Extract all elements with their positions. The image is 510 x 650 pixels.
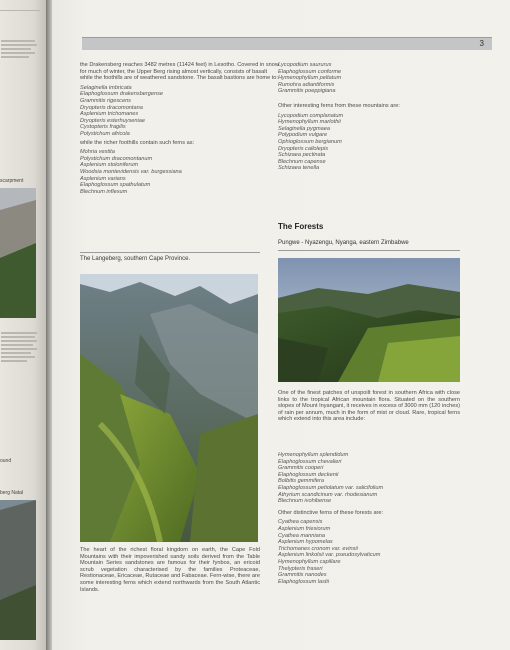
species-item: Cystopteris fragilis bbox=[80, 124, 126, 131]
species-item: Asplenium trichomanes bbox=[80, 111, 139, 118]
species-item: Lycopodium complanatum bbox=[278, 112, 344, 119]
forest-paragraph: One of the finest patches of unspoilt forest in southern Africa with close links to the tropical African mountain flora. Situated on the southern slopes of Mount Inyangani, it receives in excess of 3000 mm (120 inches) of rain per annum, much in the form of mist or cloud. Rare, tropical ferns which extend into this area include: bbox=[278, 390, 460, 423]
species-item: Selaginella pygmaea bbox=[278, 125, 330, 132]
section-subtitle: Pungwe - Nyazengu, Nyanga, eastern Zimbabwe bbox=[278, 240, 409, 246]
page-header-band bbox=[82, 37, 492, 50]
species-item: Blechnum ivohibense bbox=[278, 498, 332, 505]
langeberg-caption: The Langeberg, southern Cape Province. bbox=[80, 256, 191, 262]
intro-paragraph: the Drakensberg reaches 3482 metres (11424 feet) in Lesotho. Covered in snow for much of winter, the Upper Berg rising almost vertically, consists of basalt while the foothills are of weathered sandstone. The basalt bastions are home to: bbox=[80, 62, 279, 82]
species-list-basalt bbox=[80, 85, 280, 138]
species-item: Asplenium varians bbox=[80, 175, 126, 182]
species-item: Rumohra adiantiformis bbox=[278, 81, 335, 88]
species-item: Elaphoglossum chevalieri bbox=[278, 458, 342, 465]
fynbos-paragraph: The heart of the richest floral kingdom on earth, the Cape Fold Mountains with their impoverished sandy soils derived from the Table Mountain Series sandstones are famous for their fynbos, an ericoid scrub vegetation characterised by the families Proteaceae, Restionaceae, Ericaceae, Rutaceae and Fabaceae. Fern-wise, there are some interesting ferns which extend northwards from the South Atlantic Islands. bbox=[80, 547, 260, 593]
left-page-photo-top bbox=[0, 188, 36, 318]
species-item: Blechnum capense bbox=[278, 158, 326, 165]
species-list-distinctive bbox=[278, 519, 468, 585]
left-page-label-b: ound bbox=[0, 458, 12, 464]
left-page-text-block bbox=[1, 38, 41, 60]
species-item: Dryopteris callolepis bbox=[278, 145, 329, 152]
species-item: Grammitis nanodes bbox=[278, 572, 327, 579]
left-page-label-c: berg Natal bbox=[0, 490, 24, 496]
forest-species-block bbox=[278, 452, 468, 585]
caption-rule bbox=[80, 252, 260, 253]
book-page bbox=[52, 0, 510, 650]
species-item: Hymenophyllum splendidum bbox=[278, 452, 349, 458]
species-item: Hymenophyllum capillare bbox=[278, 558, 341, 565]
species-item: Elaphoglossum petiolatum var. salicifolium bbox=[278, 484, 384, 491]
species-item: Polystichum dracomontanum bbox=[80, 155, 153, 162]
species-item: Trichomanes cronom var. evinsii bbox=[278, 545, 358, 552]
species-item: Grammitis cooperi bbox=[278, 465, 324, 472]
species-item: Hymenophyllum marlothii bbox=[278, 119, 341, 126]
species-item: Mohria vestita bbox=[80, 149, 115, 156]
species-item: Cyathea manniana bbox=[278, 532, 325, 539]
species-item: Schizaea pectinata bbox=[278, 152, 326, 159]
species-item: Cyathea capensis bbox=[278, 519, 323, 526]
species-list-mountains bbox=[278, 113, 468, 172]
langeberg-photo bbox=[80, 274, 258, 542]
species-item: Grammitis poeppigiana bbox=[278, 88, 336, 95]
right-column bbox=[278, 62, 468, 172]
species-list-tropical bbox=[278, 452, 468, 505]
distinctive-ferns-heading: Other distinctive ferns of these forests are: bbox=[278, 509, 384, 516]
species-item: Schizaea tenella bbox=[278, 165, 320, 172]
left-page-rule bbox=[0, 10, 40, 11]
species-item: Elaphoglossum deckenii bbox=[278, 471, 339, 478]
section-rule bbox=[278, 250, 460, 251]
connector-text: while the richer foothills contain such ferns as: bbox=[80, 139, 195, 146]
species-item: Bolbitis gemmifera bbox=[278, 478, 325, 485]
species-list-foothills bbox=[80, 149, 280, 195]
species-item: Elaphoglossum lastii bbox=[278, 578, 329, 585]
species-item: Grammitis rigescens bbox=[80, 97, 131, 104]
species-item: Ophioglossum bergianum bbox=[278, 138, 342, 145]
species-item: Elaphoglossum conforme bbox=[278, 68, 342, 75]
species-item: Asplenium stoloniferum bbox=[80, 162, 139, 169]
species-item: Elaphoglossum drakensbergense bbox=[80, 91, 164, 98]
species-item: Polystichum africola bbox=[80, 130, 130, 137]
forest-photo bbox=[278, 258, 460, 382]
species-item: Blechnum inflexum bbox=[80, 188, 128, 195]
left-facing-page bbox=[0, 0, 48, 650]
species-item: Elaphoglossum spathulatum bbox=[80, 182, 151, 189]
species-item: Dryopteris dracomontana bbox=[80, 104, 143, 111]
species-item: Hymenophyllum peltatum bbox=[278, 75, 342, 82]
species-item: Asplenium friesiorum bbox=[278, 525, 331, 532]
species-item: Dryopteris esterhuyseniae bbox=[80, 117, 145, 124]
left-page-label-a: scarpment bbox=[0, 178, 24, 184]
left-page-text-block-2 bbox=[1, 330, 41, 364]
species-item: Athyrium scandicinum var. rhodesianum bbox=[278, 491, 378, 498]
species-item: Asplenium linkolsii var. pseudosylvaticum bbox=[278, 552, 381, 559]
left-page-photo-bottom bbox=[0, 500, 36, 640]
species-item: Thelypteris fraseri bbox=[278, 565, 323, 572]
species-item: Polypodium vulgare bbox=[278, 132, 328, 139]
species-item: Selaginella imbricata bbox=[80, 84, 132, 91]
left-column bbox=[80, 62, 280, 195]
species-item: Lycopodium saururus bbox=[278, 62, 332, 68]
other-ferns-heading: Other interesting ferns from these mountains are: bbox=[278, 102, 400, 109]
species-item: Woodsia montevidensis var. burgessiana bbox=[80, 168, 182, 175]
species-list-atlantic bbox=[278, 62, 468, 95]
species-item: Asplenium hypomelas bbox=[278, 539, 333, 546]
section-title-forests: The Forests bbox=[278, 222, 324, 231]
page-number: 3 bbox=[479, 39, 484, 48]
